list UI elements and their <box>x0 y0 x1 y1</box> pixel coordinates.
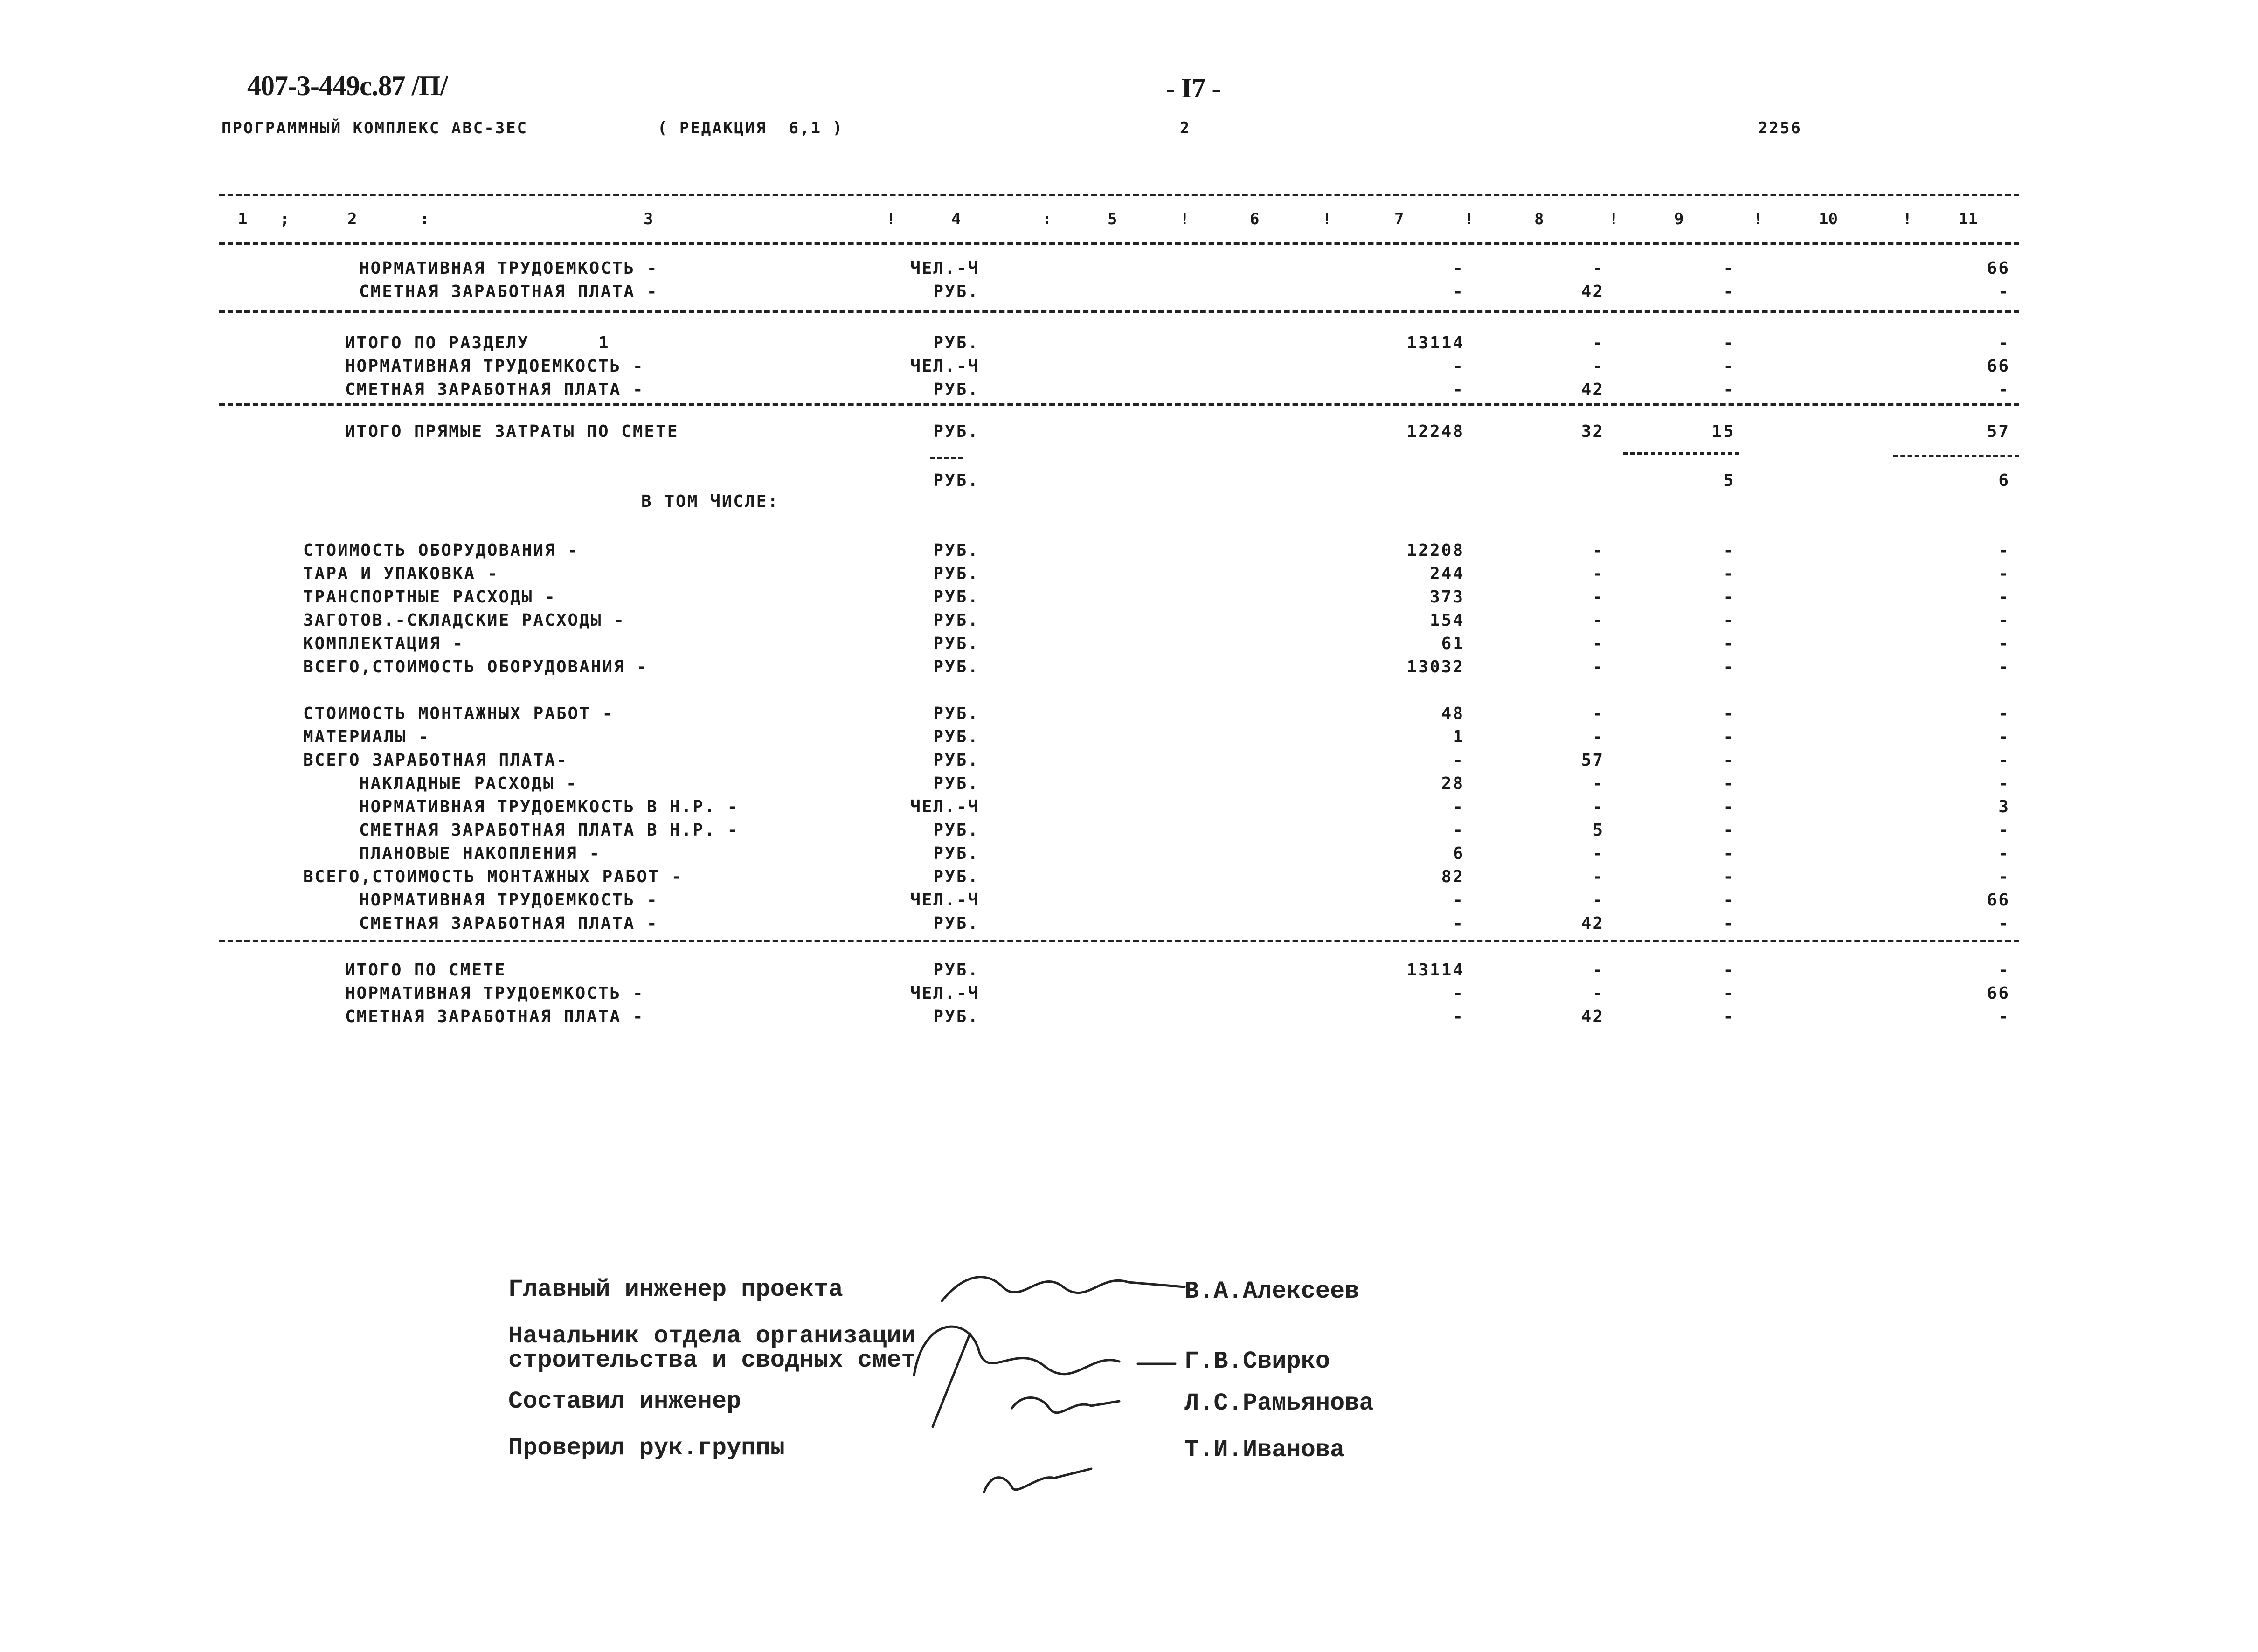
col7-value: 13114 <box>1406 961 1464 980</box>
signature-role: Составил инженер <box>508 1388 741 1415</box>
col11-value: - <box>1998 634 2010 653</box>
col11-value: 66 <box>1987 984 2010 1003</box>
col11-value: - <box>1998 727 2010 747</box>
row-unit: РУБ. <box>933 727 979 747</box>
row-label: НАКЛАДНЫЕ РАСХОДЫ - <box>359 774 578 793</box>
col7-value: - <box>1453 797 1464 816</box>
col7-value: 154 <box>1429 611 1464 630</box>
col8-value: 42 <box>1581 282 1604 301</box>
col9-value: - <box>1723 797 1735 816</box>
sheet-number: 2 <box>1180 119 1191 138</box>
column-separator: ! <box>1322 210 1332 228</box>
row-label: НОРМАТИВНАЯ ТРУДОЕМКОСТЬ - <box>345 984 644 1003</box>
row-label: ПЛАНОВЫЕ НАКОПЛЕНИЯ - <box>359 844 601 863</box>
row-unit: РУБ. <box>933 380 979 399</box>
signature-name: В.А.Алексеев <box>1184 1278 1359 1305</box>
column-number-10: 10 <box>1819 210 1838 228</box>
column-number-6: 6 <box>1250 210 1260 228</box>
col8-value: - <box>1593 984 1604 1003</box>
row-label: СМЕТНАЯ ЗАРАБОТНАЯ ПЛАТА - <box>359 914 658 933</box>
col7-value: 12248 <box>1406 422 1464 441</box>
row-label: ВСЕГО ЗАРАБОТНАЯ ПЛАТА- <box>303 751 568 770</box>
row-label: ЗАГОТОВ.-СКЛАДСКИЕ РАСХОДЫ - <box>303 611 625 630</box>
col8-value: 42 <box>1581 380 1604 399</box>
row-unit: ЧЕЛ.-Ч <box>910 259 979 278</box>
row-label: СТОИМОСТЬ ОБОРУДОВАНИЯ - <box>303 541 580 560</box>
signature-name: Т.И.Иванова <box>1184 1436 1345 1464</box>
col7-value: 373 <box>1429 588 1464 607</box>
col7-value: 244 <box>1429 564 1464 583</box>
row-label: НОРМАТИВНАЯ ТРУДОЕМКОСТЬ В Н.Р. - <box>359 797 739 816</box>
program-name: ПРОГРАММНЫЙ КОМПЛЕКС АВС-3ЕС <box>222 119 528 138</box>
col7-value: 12208 <box>1406 541 1464 560</box>
col9-value: - <box>1723 564 1735 583</box>
col8-value: - <box>1593 611 1604 630</box>
row-unit: ЧЕЛ.-Ч <box>910 984 979 1003</box>
row-label: ИТОГО ПО СМЕТЕ <box>345 961 506 980</box>
row-label: ИТОГО ПРЯМЫЕ ЗАТРАТЫ ПО СМЕТЕ <box>345 422 679 441</box>
row-label: КОМПЛЕКТАЦИЯ - <box>303 634 464 653</box>
row-unit: ЧЕЛ.-Ч <box>910 357 979 376</box>
col11-value: 66 <box>1987 357 2010 376</box>
signature-role: Проверил рук.группы <box>508 1434 785 1462</box>
signature-scribble <box>914 1327 1175 1427</box>
col11-value: - <box>1998 611 2010 630</box>
column-number-8: 8 <box>1534 210 1544 228</box>
col11-value: 57 <box>1987 422 2010 441</box>
signature-scribble <box>942 1277 1184 1301</box>
row-unit: РУБ. <box>933 541 979 560</box>
row-unit: РУБ. <box>933 564 979 583</box>
signature-role: Начальник отдела организации строительства и сводных смет <box>508 1322 916 1374</box>
column-number-9: 9 <box>1674 210 1684 228</box>
col11-value: 3 <box>1998 797 2010 816</box>
col9-value: - <box>1723 984 1735 1003</box>
col7-value: - <box>1453 380 1464 399</box>
program-edition: ( РЕДАКЦИЯ 6,1 ) <box>658 119 844 138</box>
col11-value: - <box>1998 914 2010 933</box>
col7-value: 6 <box>1453 844 1464 863</box>
col7-value: - <box>1453 357 1464 376</box>
col9-value: - <box>1723 634 1735 653</box>
row-label: ВСЕГО,СТОИМОСТЬ МОНТАЖНЫХ РАБОТ - <box>303 867 683 886</box>
row-label: СМЕТНАЯ ЗАРАБОТНАЯ ПЛАТА - <box>359 282 658 301</box>
col7-value: - <box>1453 821 1464 840</box>
col9-value: - <box>1723 704 1735 723</box>
row-unit: РУБ. <box>933 282 979 301</box>
col7-value: - <box>1453 751 1464 770</box>
col9-value: - <box>1723 914 1735 933</box>
col7-value: - <box>1453 984 1464 1003</box>
row-unit: РУБ. <box>933 588 979 607</box>
row-unit: РУБ. <box>933 1007 979 1026</box>
col8-value: - <box>1593 961 1604 980</box>
col9-value: - <box>1723 282 1735 301</box>
col9-value: 15 <box>1711 422 1735 441</box>
row-unit: РУБ. <box>933 611 979 630</box>
col11-value: - <box>1998 867 2010 886</box>
column-number-2: 2 <box>347 210 357 228</box>
col11-value: - <box>1998 333 2010 353</box>
col8-value: - <box>1593 357 1604 376</box>
column-separator: ; <box>280 210 290 228</box>
col9-value: - <box>1723 844 1735 863</box>
col8-value: - <box>1593 588 1604 607</box>
col8-value: - <box>1593 704 1604 723</box>
signature-scribble <box>984 1469 1091 1492</box>
row-unit: РУБ. <box>933 333 979 353</box>
column-number-5: 5 <box>1108 210 1117 228</box>
col7-value: 61 <box>1441 634 1464 653</box>
col9-value: - <box>1723 259 1735 278</box>
col8-value: - <box>1593 891 1604 910</box>
col9-value: - <box>1723 891 1735 910</box>
row-label: НОРМАТИВНАЯ ТРУДОЕМКОСТЬ - <box>345 357 644 376</box>
column-number-11: 11 <box>1959 210 1978 228</box>
col9-value: - <box>1723 380 1735 399</box>
column-separator: ! <box>1753 210 1763 228</box>
row-unit: ЧЕЛ.-Ч <box>910 891 979 910</box>
row-label: ТРАНСПОРТНЫЕ РАСХОДЫ - <box>303 588 556 607</box>
row-label: ТАРА И УПАКОВКА - <box>303 564 499 583</box>
col8-value: - <box>1593 867 1604 886</box>
document-code: 407-3-449с.87 /П/ <box>247 70 448 101</box>
row-label: СТОИМОСТЬ МОНТАЖНЫХ РАБОТ - <box>303 704 614 723</box>
col7-value: - <box>1453 914 1464 933</box>
signature-name: Л.С.Рамьянова <box>1184 1389 1374 1417</box>
col7-value: 1 <box>1453 727 1464 747</box>
row-unit: РУБ. <box>933 634 979 653</box>
row-label: НОРМАТИВНАЯ ТРУДОЕМКОСТЬ - <box>359 259 658 278</box>
row-label: НОРМАТИВНАЯ ТРУДОЕМКОСТЬ - <box>359 891 658 910</box>
signature-name: Г.В.Свирко <box>1184 1348 1330 1375</box>
col11-value: - <box>1998 282 2010 301</box>
col11-value: 66 <box>1987 259 2010 278</box>
col9-value: - <box>1723 333 1735 353</box>
col9-value: 5 <box>1723 471 1735 490</box>
column-separator: ! <box>1609 210 1619 228</box>
run-number: 2256 <box>1758 119 1802 138</box>
col11-value: - <box>1998 961 2010 980</box>
col11-value: 6 <box>1998 471 2010 490</box>
column-number-1: 1 <box>238 210 248 228</box>
col8-value: - <box>1593 657 1604 677</box>
col7-value: - <box>1453 282 1464 301</box>
row-label: СМЕТНАЯ ЗАРАБОТНАЯ ПЛАТА - <box>345 1007 644 1026</box>
row-label: МАТЕРИАЛЫ - <box>303 727 430 747</box>
column-separator: ! <box>1180 210 1190 228</box>
col8-value: 57 <box>1581 751 1604 770</box>
col7-value: - <box>1453 891 1464 910</box>
col11-value: - <box>1998 774 2010 793</box>
row-unit: РУБ. <box>933 471 979 490</box>
col9-value: - <box>1723 821 1735 840</box>
row-label: СМЕТНАЯ ЗАРАБОТНАЯ ПЛАТА В Н.Р. - <box>359 821 739 840</box>
col8-value: - <box>1593 634 1604 653</box>
column-separator: : <box>1042 210 1052 228</box>
col9-value: - <box>1723 657 1735 677</box>
col7-value: 28 <box>1441 774 1464 793</box>
row-unit: РУБ. <box>933 751 979 770</box>
col8-value: 42 <box>1581 914 1604 933</box>
col11-value: - <box>1998 564 2010 583</box>
col8-value: - <box>1593 774 1604 793</box>
col8-value: 5 <box>1593 821 1604 840</box>
col8-value: - <box>1593 844 1604 863</box>
col9-value: - <box>1723 774 1735 793</box>
col11-value: - <box>1998 704 2010 723</box>
row-label: ВСЕГО,СТОИМОСТЬ ОБОРУДОВАНИЯ - <box>303 657 649 677</box>
row-unit: РУБ. <box>933 867 979 886</box>
row-unit: РУБ. <box>933 844 979 863</box>
column-separator: : <box>420 210 429 228</box>
row-label: СМЕТНАЯ ЗАРАБОТНАЯ ПЛАТА - <box>345 380 644 399</box>
col11-value: - <box>1998 751 2010 770</box>
signature-scribble <box>1012 1398 1119 1413</box>
col9-value: - <box>1723 961 1735 980</box>
col9-value: - <box>1723 727 1735 747</box>
row-unit: РУБ. <box>933 657 979 677</box>
col7-value: 13032 <box>1406 657 1464 677</box>
col11-value: - <box>1998 821 2010 840</box>
col9-value: - <box>1723 751 1735 770</box>
col11-value: - <box>1998 380 2010 399</box>
page-number: - I7 - <box>1166 73 1221 104</box>
col9-value: - <box>1723 357 1735 376</box>
row-label: ИТОГО ПО РАЗДЕЛУ 1 <box>345 333 610 353</box>
row-unit: РУБ. <box>933 914 979 933</box>
col8-value: 42 <box>1581 1007 1604 1026</box>
col7-value: - <box>1453 1007 1464 1026</box>
column-separator: ! <box>886 210 896 228</box>
subheading-including: В ТОМ ЧИСЛЕ: <box>641 492 780 511</box>
col11-value: - <box>1998 844 2010 863</box>
col11-value: - <box>1998 541 2010 560</box>
col7-value: 48 <box>1441 704 1464 723</box>
col11-value: - <box>1998 588 2010 607</box>
row-unit: РУБ. <box>933 961 979 980</box>
col11-value: - <box>1998 1007 2010 1026</box>
col11-value: 66 <box>1987 891 2010 910</box>
row-unit: РУБ. <box>933 704 979 723</box>
col8-value: 32 <box>1581 422 1604 441</box>
col8-value: - <box>1593 727 1604 747</box>
row-unit: РУБ. <box>933 821 979 840</box>
col9-value: - <box>1723 588 1735 607</box>
col7-value: - <box>1453 259 1464 278</box>
column-separator: ! <box>1903 210 1912 228</box>
col8-value: - <box>1593 259 1604 278</box>
column-separator: ! <box>1464 210 1474 228</box>
col9-value: - <box>1723 611 1735 630</box>
col7-value: 82 <box>1441 867 1464 886</box>
col8-value: - <box>1593 797 1604 816</box>
row-unit: ЧЕЛ.-Ч <box>910 797 979 816</box>
column-number-7: 7 <box>1394 210 1404 228</box>
col7-value: 13114 <box>1406 333 1464 353</box>
col8-value: - <box>1593 541 1604 560</box>
col9-value: - <box>1723 541 1735 560</box>
col8-value: - <box>1593 564 1604 583</box>
col9-value: - <box>1723 1007 1735 1026</box>
signature-role: Главный инженер проекта <box>508 1276 843 1303</box>
col9-value: - <box>1723 867 1735 886</box>
column-number-4: 4 <box>951 210 961 228</box>
col11-value: - <box>1998 657 2010 677</box>
row-unit: РУБ. <box>933 774 979 793</box>
row-unit: РУБ. <box>933 422 979 441</box>
column-number-3: 3 <box>644 210 653 228</box>
col8-value: - <box>1593 333 1604 353</box>
